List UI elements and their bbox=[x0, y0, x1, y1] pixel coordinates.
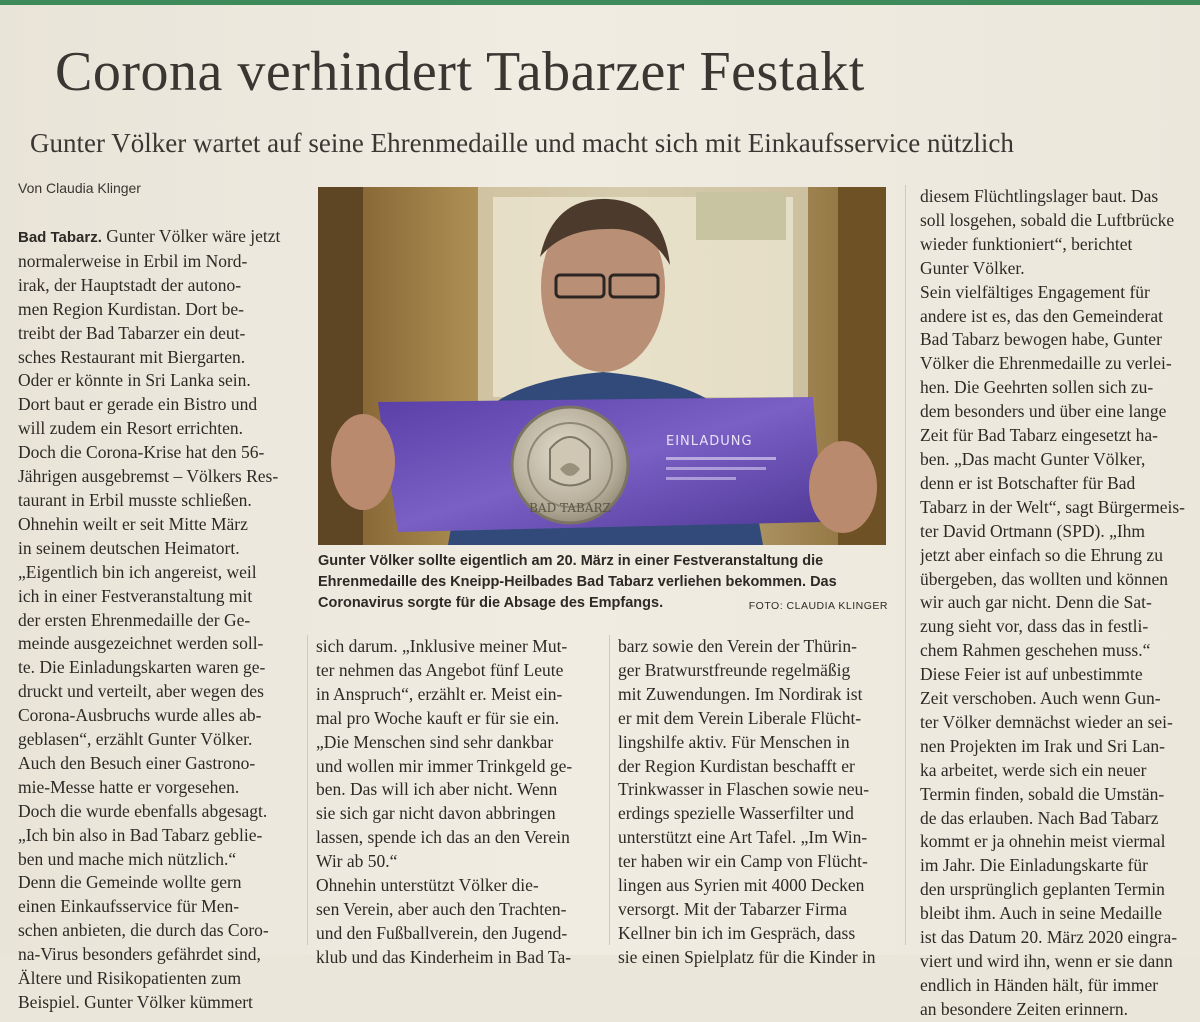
article-line: normalerweise in Erbil im Nord- bbox=[18, 250, 248, 271]
article-column-4 bbox=[920, 185, 1186, 1022]
article-line: Zeit für Bad Tabarz eingesetzt ha- bbox=[920, 425, 1158, 446]
article-line: will zudem ein Resort errichten. bbox=[18, 418, 243, 439]
article-line: sich darum. „Inklusive meiner Mut- bbox=[316, 636, 568, 656]
article-line: hen. Die Geehrten sollen sich zu- bbox=[920, 377, 1154, 398]
article-line: ter David Ortmann (SPD). „Ihm bbox=[920, 520, 1146, 541]
article-line: versorgt. Mit der Tabarzer Firma bbox=[618, 898, 847, 919]
column-divider bbox=[609, 635, 610, 945]
article-line: Völker die Ehrenmedaille zu verlei- bbox=[920, 353, 1172, 374]
article-line: „Eigentlich bin ich angereist, weil bbox=[18, 561, 257, 582]
article-line: treibt der Bad Tabarzer ein deut- bbox=[18, 322, 246, 343]
article-line bbox=[18, 225, 296, 250]
article-line: na-Virus besonders gefährdet sind, bbox=[18, 944, 261, 965]
article-line: diesem Flüchtlingslager baut. Das bbox=[920, 186, 1159, 206]
article-column-3 bbox=[618, 635, 890, 970]
article-line: andere ist es, das den Gemeinderat bbox=[920, 305, 1163, 326]
article-line: Kellner bin ich im Gespräch, dass bbox=[618, 922, 856, 943]
article-line: Ohnehin weilt er seit Mitte März bbox=[18, 513, 248, 534]
article-line: sie sich gar nicht davon abbringen bbox=[316, 803, 556, 824]
article-line: er mit dem Verein Liberale Flücht- bbox=[618, 707, 862, 728]
article-line: geblasen“, erzählt Gunter Völker. bbox=[18, 729, 253, 750]
article-line: lingshilfe aktiv. Für Menschen in bbox=[618, 731, 850, 752]
article-line: Dort baut er gerade ein Bistro und bbox=[18, 394, 258, 415]
article-line: Oder er könnte in Sri Lanka sein. bbox=[18, 370, 251, 391]
article-line: taurant in Erbil musste schließen. bbox=[18, 489, 252, 510]
photo-credit: FOTO: CLAUDIA KLINGER bbox=[748, 600, 888, 612]
article-line: der Region Kurdistan beschafft er bbox=[618, 755, 855, 776]
article-line: Diese Feier ist auf unbestimmte bbox=[920, 664, 1143, 685]
article-line: meinde ausgezeichnet werden soll- bbox=[18, 633, 264, 654]
article-line: Ohnehin unterstützt Völker die- bbox=[316, 875, 539, 896]
article-line: ist das Datum 20. März 2020 eingra- bbox=[920, 927, 1178, 948]
article-line: ter nehmen das Angebot fünf Leute bbox=[316, 659, 564, 680]
article-line: Ältere und Risikopatienten zum bbox=[18, 968, 242, 989]
article-line: sches Restaurant mit Biergarten. bbox=[18, 346, 246, 367]
article-column-1 bbox=[18, 225, 296, 1015]
article-line: an besondere Zeiten erinnern. bbox=[920, 998, 1128, 1019]
article-line: ter haben wir ein Camp von Flücht- bbox=[618, 851, 868, 872]
article-line: Doch die Corona-Krise hat den 56- bbox=[18, 442, 265, 463]
article-line: endlich in Händen hält, für immer bbox=[920, 974, 1159, 995]
article-line: Wir ab 50.“ bbox=[316, 851, 398, 872]
article-line: im Jahr. Die Einladungskarte für bbox=[920, 855, 1148, 876]
medal-text: BAD TABARZ bbox=[529, 501, 611, 515]
article-line: ben. Das will ich aber nicht. Wenn bbox=[316, 779, 558, 800]
article-line: te. Die Einladungskarten waren ge- bbox=[18, 657, 266, 678]
article-line: chem Rahmen geschehen muss.“ bbox=[920, 640, 1151, 661]
article-line: kommt er ja ohnehin meist viermal bbox=[920, 831, 1166, 852]
article-photo bbox=[318, 187, 886, 545]
article-line: Tabarz in der Welt“, sagt Bürgermeis- bbox=[920, 496, 1185, 517]
article-line: unterstützt eine Art Tafel. „Im Win- bbox=[618, 827, 868, 848]
article-line: zung sieht vor, dass das in festli- bbox=[920, 616, 1149, 637]
article-line: Corona-Ausbruchs wurde alles ab- bbox=[18, 705, 262, 726]
article-line: „Die Menschen sind sehr dankbar bbox=[316, 731, 554, 752]
article-line: mit Zuwendungen. Im Nordirak ist bbox=[618, 683, 863, 704]
headline: Corona verhindert Tabarzer Festakt bbox=[55, 41, 865, 103]
article-line: jetzt aber einfach so die Ehrung zu bbox=[920, 544, 1163, 565]
column-divider bbox=[307, 635, 308, 945]
article-line: druckt und verteilt, aber wegen des bbox=[18, 681, 264, 702]
article-line: wir auch gar nicht. Denn die Sat- bbox=[920, 592, 1152, 613]
article-line: den ursprünglich geplanten Termin bbox=[920, 879, 1165, 900]
article-line: mie-Messe hatte er vorgesehen. bbox=[18, 776, 240, 797]
article-line: ben. „Das macht Gunter Völker, bbox=[920, 448, 1146, 469]
article-line: sen Verein, aber auch den Trachten- bbox=[316, 898, 567, 919]
article-line: barz sowie den Verein der Thürin- bbox=[618, 636, 857, 656]
article-line: dem besonders und über eine lange bbox=[920, 401, 1167, 422]
article-line: ka arbeitet, werde sich ein neuer bbox=[920, 759, 1147, 780]
article-line: viert und wird ihn, wenn er sie dann bbox=[920, 951, 1173, 971]
article-column-2 bbox=[316, 635, 603, 970]
article-line: in Anspruch“, erzählt er. Meist ein- bbox=[316, 683, 563, 704]
article-line: Sein vielfältiges Engagement für bbox=[920, 281, 1150, 302]
article-line: sie einen Spielplatz für die Kinder in bbox=[618, 946, 876, 967]
article-line: lingen aus Syrien mit 4000 Decken bbox=[618, 875, 865, 896]
subheadline: Gunter Völker wartet auf seine Ehrenmedaille und macht sich mit Einkaufsservice nützlich bbox=[30, 128, 1014, 158]
article-line: Trinkwasser in Flaschen sowie neu- bbox=[618, 779, 870, 800]
article-line: Jährigen ausgebremst – Völkers Res- bbox=[18, 466, 279, 487]
article-line: Doch die wurde ebenfalls abgesagt. bbox=[18, 800, 268, 821]
article-line: denn er ist Botschafter für Bad bbox=[920, 472, 1136, 493]
article-line: ich in einer Festveranstaltung mit bbox=[18, 585, 253, 606]
article-line: irak, der Hauptstadt der autono- bbox=[18, 274, 242, 295]
article-line: Gunter Völker. bbox=[920, 257, 1025, 278]
article-line: ger Bratwurstfreunde regelmäßig bbox=[618, 659, 851, 680]
article-line: klub und das Kinderheim in Bad Ta- bbox=[316, 946, 572, 967]
card-title: EINLADUNG bbox=[666, 434, 753, 449]
article-line: in seinem deutschen Heimatort. bbox=[18, 537, 240, 558]
article-line: erdings spezielle Wasserfilter und bbox=[618, 803, 854, 824]
article-line: Zeit verschoben. Auch wenn Gun- bbox=[920, 688, 1161, 709]
article-line: Bad Tabarz bewogen habe, Gunter bbox=[920, 329, 1162, 350]
article-line: Auch den Besuch einer Gastrono- bbox=[18, 752, 256, 773]
article-line: der ersten Ehrenmedaille der Ge- bbox=[18, 609, 251, 630]
photo-caption bbox=[318, 551, 888, 617]
article-line: einen Einkaufsservice für Men- bbox=[18, 896, 240, 917]
article-line: und wollen mir immer Trinkgeld ge- bbox=[316, 755, 573, 776]
photo-illustration bbox=[318, 187, 886, 545]
column-divider bbox=[905, 185, 906, 945]
article-line: „Ich bin also in Bad Tabarz geblie- bbox=[18, 824, 263, 845]
article-line: bleibt ihm. Auch in seine Medaille bbox=[920, 903, 1163, 924]
article-line: und den Fußballverein, den Jugend- bbox=[316, 922, 568, 943]
article-line: lassen, spende ich das an den Verein bbox=[316, 827, 570, 848]
article-line: Denn die Gemeinde wollte gern bbox=[18, 872, 242, 893]
caption-text: Gunter Völker sollte eigentlich am 20. März in einer Festveranstaltung die Ehrenmedaille des Kneipp-Heilbades Bad Tabarz verliehen bekommen. Das Coronavirus sorgte für die Absage des Empfangs. bbox=[318, 553, 837, 611]
article-line: wieder funktioniert“, berichtet bbox=[920, 233, 1133, 254]
article-line: schen anbieten, die durch das Coro- bbox=[18, 920, 269, 941]
article-line: men Region Kurdistan. Dort be- bbox=[18, 298, 244, 319]
top-color-rule bbox=[0, 0, 1200, 5]
article-line: Termin finden, sobald die Umstän- bbox=[920, 783, 1165, 804]
article-line: mal pro Woche kauft er für sie ein. bbox=[316, 707, 560, 728]
article-line: de das erlauben. Nach Bad Tabarz bbox=[920, 807, 1159, 828]
article-line: Beispiel. Gunter Völker kümmert bbox=[18, 992, 253, 1012]
article-line: soll losgehen, sobald die Luftbrücke bbox=[920, 209, 1175, 230]
ortsmarke: Bad Tabarz. bbox=[18, 229, 102, 246]
article-line: ben und mache mich nützlich.“ bbox=[18, 848, 237, 869]
article-line-text: Gunter Völker wäre jetzt bbox=[101, 226, 281, 246]
byline: Von Claudia Klinger bbox=[18, 180, 141, 196]
article-line: übergeben, das wollten und können bbox=[920, 568, 1169, 589]
article-line: nen Projekten im Irak und Sri Lan- bbox=[920, 735, 1165, 756]
article-line: ter Völker demnächst wieder an sei- bbox=[920, 711, 1173, 732]
